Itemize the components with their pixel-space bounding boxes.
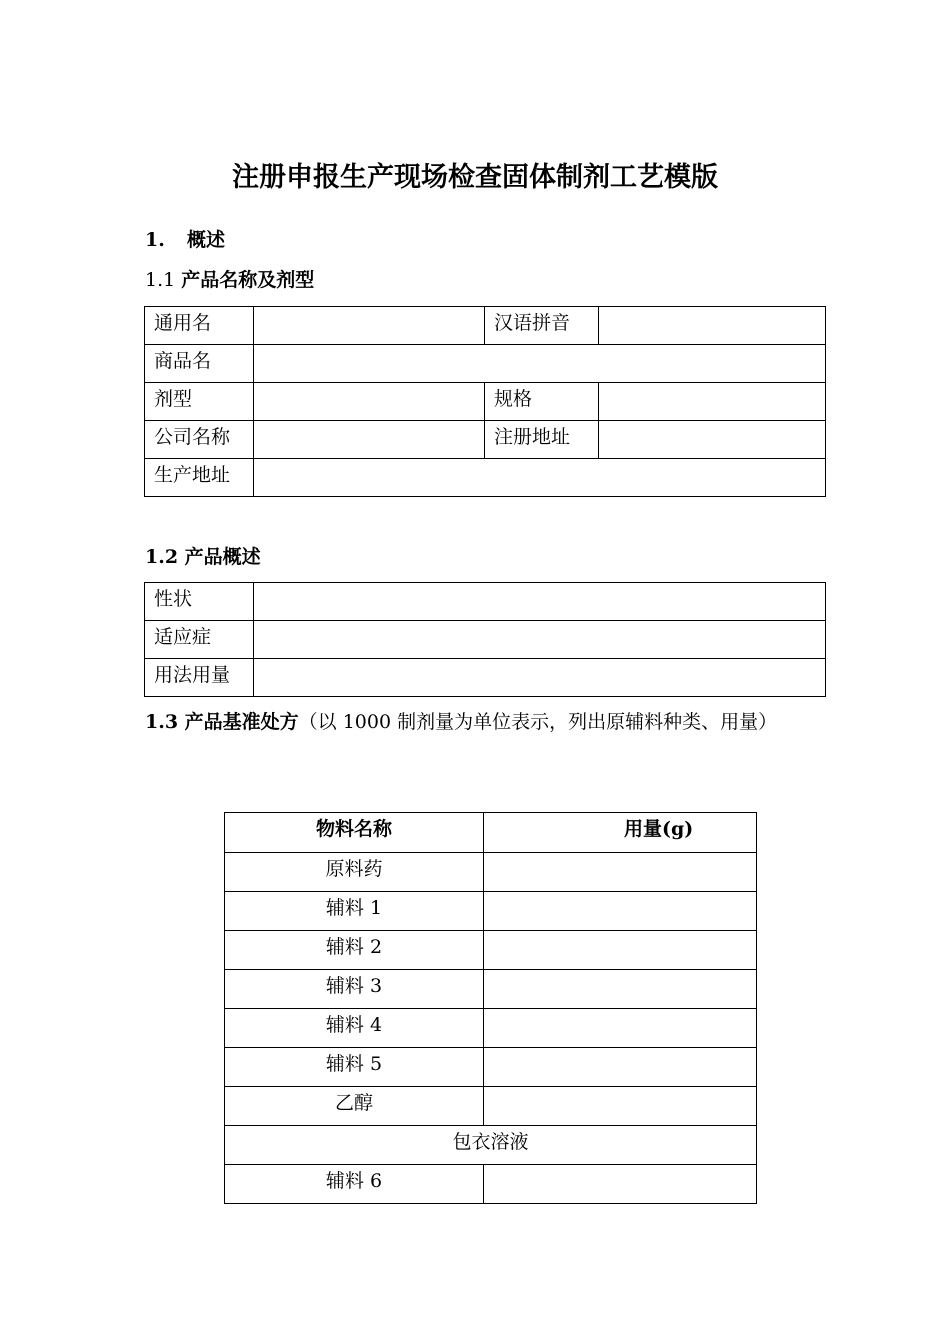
table-row <box>145 383 826 421</box>
material-name: 辅料 3 <box>225 970 484 1009</box>
reg-address-value[interactable] <box>599 421 826 459</box>
table-row <box>225 1087 757 1126</box>
indication-label: 适应症 <box>145 621 254 659</box>
reg-address-label: 注册地址 <box>485 421 599 459</box>
table-row <box>225 931 757 970</box>
section-1-1-heading <box>145 266 314 294</box>
usage-label: 用法用量 <box>145 659 254 697</box>
section-1-heading <box>145 226 225 254</box>
section-1-number: 1. <box>145 229 165 251</box>
material-name: 辅料 6 <box>225 1165 484 1204</box>
appearance-label: 性状 <box>145 583 254 621</box>
usage-value[interactable] <box>254 659 826 697</box>
table-row <box>145 583 826 621</box>
document-title: 注册申报生产现场检查固体制剂工艺模版 <box>232 162 718 193</box>
indication-value[interactable] <box>254 621 826 659</box>
material-name: 辅料 2 <box>225 931 484 970</box>
material-amount[interactable] <box>484 1048 757 1087</box>
spec-value[interactable] <box>599 383 826 421</box>
material-name: 辅料 5 <box>225 1048 484 1087</box>
section-1-1-number: 1.1 <box>145 269 176 291</box>
company-value[interactable] <box>254 421 485 459</box>
table-row <box>145 307 826 345</box>
dosage-form-value[interactable] <box>254 383 485 421</box>
table-header-row <box>225 813 757 853</box>
material-name: 原料药 <box>225 853 484 892</box>
section-1-label: 概述 <box>187 229 226 251</box>
table-row <box>225 853 757 892</box>
pinyin-label: 汉语拼音 <box>485 307 599 345</box>
material-name: 辅料 1 <box>225 892 484 931</box>
table-row <box>225 1126 757 1165</box>
table-row <box>225 1009 757 1048</box>
product-name-table <box>144 306 826 497</box>
section-1-3-heading <box>145 703 805 741</box>
material-amount[interactable] <box>484 1009 757 1048</box>
table-row <box>145 421 826 459</box>
prod-address-label: 生产地址 <box>145 459 254 497</box>
product-overview-table <box>144 582 826 697</box>
coating-solution-label: 包衣溶液 <box>225 1126 757 1165</box>
appearance-value[interactable] <box>254 583 826 621</box>
section-1-3-label: 1.3 产品基准处方 <box>145 711 299 733</box>
table-row <box>145 659 826 697</box>
material-name: 辅料 4 <box>225 1009 484 1048</box>
company-label: 公司名称 <box>145 421 254 459</box>
table-row <box>145 621 826 659</box>
material-amount[interactable] <box>484 970 757 1009</box>
section-1-1-label: 产品名称及剂型 <box>181 269 315 291</box>
table-row <box>225 1165 757 1204</box>
trade-name-value[interactable] <box>254 345 826 383</box>
generic-name-label: 通用名 <box>145 307 254 345</box>
section-1-3-note: （以 1000 制剂量为单位表示，列出原辅料种类、用量） <box>298 711 778 733</box>
spec-label: 规格 <box>485 383 599 421</box>
dosage-form-label: 剂型 <box>145 383 254 421</box>
material-amount[interactable] <box>484 931 757 970</box>
formula-table <box>224 812 757 1204</box>
generic-name-value[interactable] <box>254 307 485 345</box>
table-row <box>225 970 757 1009</box>
amount-header: 用量(g) <box>484 813 757 853</box>
trade-name-label: 商品名 <box>145 345 254 383</box>
table-row <box>145 459 826 497</box>
table-row <box>225 1048 757 1087</box>
prod-address-value[interactable] <box>254 459 826 497</box>
section-1-2-heading: 1.2 产品概述 <box>145 546 261 568</box>
table-row <box>225 892 757 931</box>
material-amount[interactable] <box>484 853 757 892</box>
material-amount[interactable] <box>484 1087 757 1126</box>
material-amount[interactable] <box>484 892 757 931</box>
table-row <box>145 345 826 383</box>
pinyin-value[interactable] <box>599 307 826 345</box>
material-name-header: 物料名称 <box>225 813 484 853</box>
material-amount[interactable] <box>484 1165 757 1204</box>
material-name: 乙醇 <box>225 1087 484 1126</box>
